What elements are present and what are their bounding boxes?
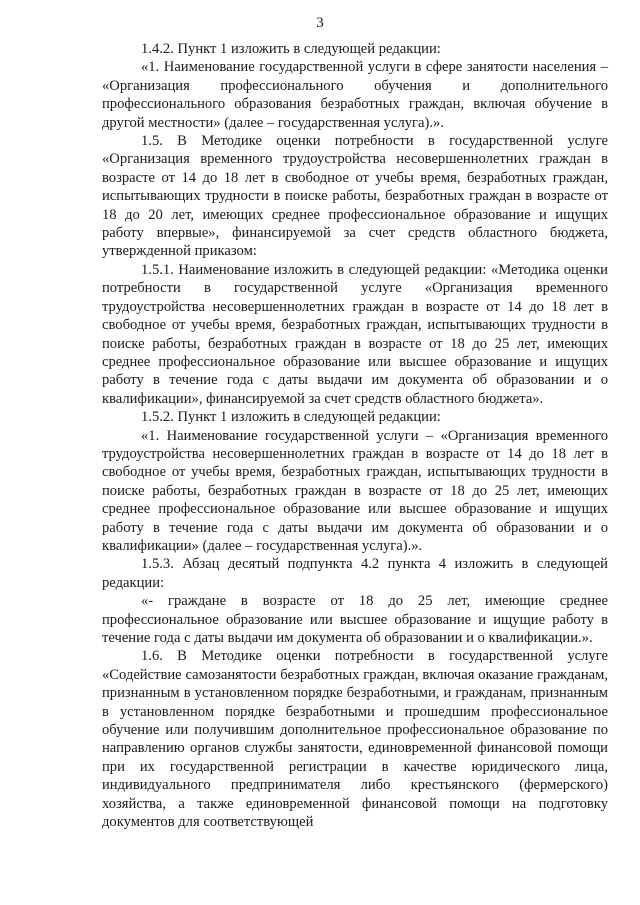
paragraph-1-5-1: 1.5.1. Наименование изложить в следующей редакции: «Методика оценки потребности в государственной услуге «Организация временного трудоустройства несовершеннолетних граждан в возрасте от 14 до 18 лет в свободное от учебы время, безработных граждан, испытывающих трудности в поиске работы, безработных граждан в возрасте от 18 до 25 лет, имеющих среднее профессиональное образование или высшее образование и ищущих работу в течение года с даты выдачи им документа об образовании и о квалификации», финансируемой за счет средств областного бюджета». <box>102 261 608 407</box>
paragraph-1-5: 1.5. В Методике оценки потребности в государственной услуге «Организация временного трудоустройства несовершеннолетних граждан в возрасте от 14 до 18 лет в свободное от учебы время, безработных граждан, испытывающих трудности в поиске работы, безработных граждан в возрасте от 18 до 20 лет, имеющих среднее профессиональное образование и ищущих работу впервые», финансируемой за счет средств областного бюджета, утвержденной приказом: <box>102 133 608 260</box>
page-number: 3 <box>316 15 324 31</box>
paragraph-service-name-quote: «1. Наименование государственной услуги в сфере занятости населения – «Организация профессионального обучения и дополнительного профессионального образования безработных граждан, включая обучение в другой местности» (далее – государственная услуга).». <box>102 59 608 131</box>
paragraph-1-5-2: 1.5.2. Пункт 1 изложить в следующей редакции: <box>141 409 441 426</box>
paragraph-1-5-3: 1.5.3. Абзац десятый подпункта 4.2 пункта 4 изложить в следующей редакции: <box>102 556 608 591</box>
paragraph-1-5-3-quote: «- граждане в возрасте от 18 до 25 лет, имеющие среднее профессиональное образование или высшее образование и ищущие работу в течение года с даты выдачи им документа об образовании и о квалификации.». <box>102 593 608 646</box>
document-body <box>102 40 608 831</box>
paragraph-1-5-2-quote: «1. Наименование государственной услуги – «Организация временного трудоустройства несовершеннолетних граждан в возрасте от 14 до 18 лет в свободное от учебы время, безработных граждан, испытывающих трудности в поиске работы, безработных граждан в возрасте от 18 до 25 лет, имеющих среднее профессиональное образование или высшее образование и ищущих работу в течение года с даты выдачи им документа об образовании и о квалификации» (далее – государственная услуга).». <box>102 427 608 554</box>
paragraph-1-6: 1.6. В Методике оценки потребности в государственной услуге «Содействие самозанятости безработных граждан, включая оказание гражданам, признанным в установленном порядке безработными, и гражданам, признанным в установленном порядке безработными и прошедшим профессиональное обучение или получившим дополнительное профессиональное образование по направлению органов службы занятости, единовременной финансовой помощи при их государственной регистрации в качестве юридического лица, индивидуального предпринимателя либо крестьянского (фермерского) хозяйства, а также единовременной финансовой помощи на подготовку документов для соответствующей <box>102 648 608 831</box>
paragraph-1-4-2: 1.4.2. Пункт 1 изложить в следующей редакции: <box>141 41 441 57</box>
